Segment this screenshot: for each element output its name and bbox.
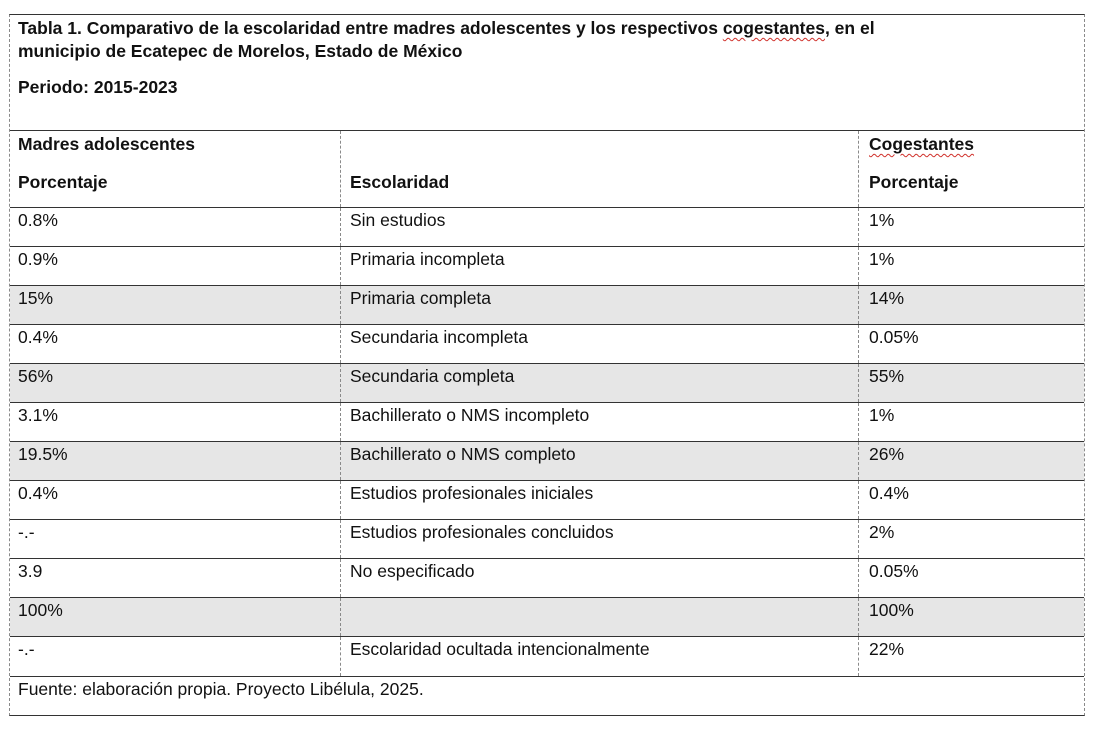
table-period: Periodo: 2015-2023 <box>18 77 178 97</box>
cell-madres: 0.4% <box>10 325 341 363</box>
cell-cogestantes: 1% <box>869 210 895 230</box>
header-cell-madres <box>10 131 341 207</box>
header-cell-cogestantes <box>859 131 1084 207</box>
table-row <box>10 442 1084 481</box>
cell-escolaridad: Bachillerato o NMS completo <box>341 442 859 480</box>
table-row <box>10 325 1084 364</box>
cell-escolaridad: Primaria completa <box>341 286 859 324</box>
table-row <box>10 247 1084 286</box>
header-madres-percent: Porcentaje <box>18 172 108 192</box>
cell-madres: 15% <box>10 286 341 324</box>
cell-cogestantes: 100% <box>869 600 914 620</box>
table-row <box>10 598 1084 637</box>
cell-madres: 0.8% <box>10 208 341 246</box>
cell-madres: -.- <box>10 637 341 676</box>
cell-madres: 3.1% <box>10 403 341 441</box>
cell-cogestantes: 0.05% <box>869 327 919 347</box>
table-header-row <box>10 131 1084 208</box>
cell-escolaridad: Estudios profesionales concluidos <box>341 520 859 558</box>
title-text-end: , en el <box>824 18 875 38</box>
cell-madres: 56% <box>10 364 341 402</box>
table-row <box>10 520 1084 559</box>
table-title-line-1 <box>18 17 1076 40</box>
cell-madres: -.- <box>10 520 341 558</box>
cell-madres: 0.4% <box>10 481 341 519</box>
table-row <box>10 208 1084 247</box>
cell-cogestantes: 14% <box>869 288 905 308</box>
title-text: Tabla 1. Comparativo de la escolaridad entre madres adolescentes y los respectivos <box>18 18 723 38</box>
table-row <box>10 559 1084 598</box>
cell-escolaridad: No especificado <box>341 559 859 597</box>
table-title-line-2: municipio de Ecatepec de Morelos, Estado de México <box>18 41 463 61</box>
comparison-table <box>9 14 1085 716</box>
cell-escolaridad: Estudios profesionales iniciales <box>341 481 859 519</box>
table-source-note: Fuente: elaboración propia. Proyecto Libélula, 2025. <box>18 679 424 699</box>
table-caption <box>10 15 1084 131</box>
cell-cogestantes: 22% <box>869 639 905 659</box>
header-madres-group: Madres adolescentes <box>18 134 196 154</box>
header-cogestantes-percent: Porcentaje <box>869 172 959 192</box>
cell-escolaridad: Sin estudios <box>341 208 859 246</box>
cell-madres: 19.5% <box>10 442 341 480</box>
table-row <box>10 403 1084 442</box>
cell-madres: 0.9% <box>10 247 341 285</box>
header-cogestantes-group: Cogestantes <box>869 134 975 154</box>
cell-cogestantes: 1% <box>869 405 895 425</box>
cell-escolaridad: Secundaria completa <box>341 364 859 402</box>
table-row <box>10 364 1084 403</box>
cell-escolaridad <box>341 598 859 636</box>
table-row <box>10 637 1084 677</box>
cell-escolaridad: Secundaria incompleta <box>341 325 859 363</box>
table-row <box>10 286 1084 325</box>
cell-cogestantes: 1% <box>869 249 895 269</box>
cell-cogestantes: 0.05% <box>869 561 919 581</box>
cell-escolaridad: Primaria incompleta <box>341 247 859 285</box>
cell-escolaridad: Bachillerato o NMS incompleto <box>341 403 859 441</box>
table-row <box>10 481 1084 520</box>
cell-madres: 3.9 <box>10 559 341 597</box>
table-body <box>10 208 1084 677</box>
cell-cogestantes: 26% <box>869 444 905 464</box>
cell-cogestantes: 0.4% <box>869 483 909 503</box>
cell-escolaridad: Escolaridad ocultada intencionalmente <box>341 637 859 676</box>
cell-cogestantes: 55% <box>869 366 905 386</box>
cell-cogestantes: 2% <box>869 522 895 542</box>
header-escolaridad: Escolaridad <box>350 172 450 192</box>
header-cell-escolaridad <box>341 131 859 207</box>
spellcheck-word: cogestantes <box>722 18 825 38</box>
cell-madres: 100% <box>10 598 341 636</box>
